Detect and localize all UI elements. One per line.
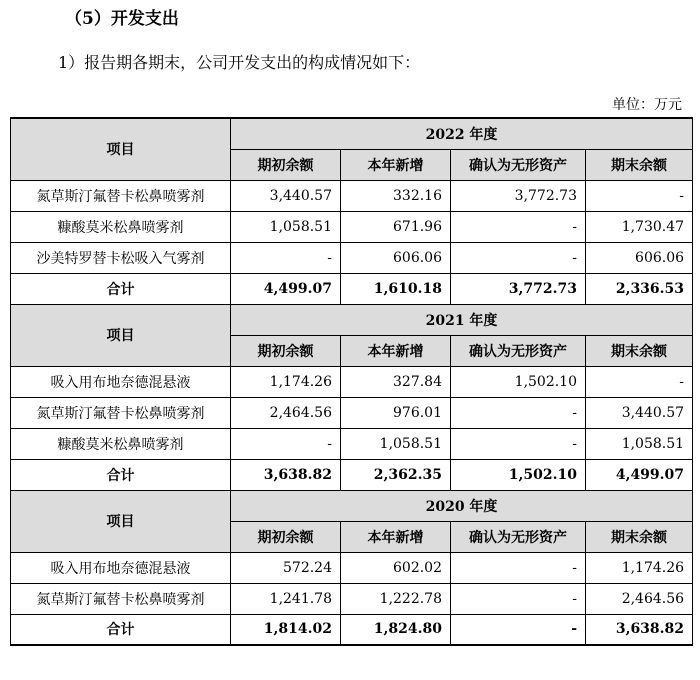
column-header-cell: 期末余额 [586, 521, 693, 552]
value-cell: 327.84 [341, 366, 451, 397]
unit-label: 单位：万元 [612, 97, 682, 113]
year-header-row [11, 490, 693, 521]
total-row [11, 459, 693, 490]
value-cell: - [451, 397, 586, 428]
product-name-cell: 氮草斯汀氟替卡松鼻喷雾剂 [11, 397, 231, 428]
value-cell: 3,440.57 [586, 397, 693, 428]
product-name-cell: 氮草斯汀氟替卡松鼻喷雾剂 [11, 583, 231, 614]
value-cell: 1,730.47 [586, 211, 693, 242]
total-value-cell: 2,362.35 [341, 459, 451, 490]
value-cell: - [586, 366, 693, 397]
value-cell: 1,241.78 [231, 583, 341, 614]
value-cell: 606.06 [341, 242, 451, 273]
column-header-cell: 期末余额 [586, 335, 693, 366]
table-body [11, 118, 693, 645]
total-value-cell: 3,638.82 [586, 614, 693, 645]
column-header-cell: 本年新增 [341, 521, 451, 552]
value-cell: 1,174.26 [586, 552, 693, 583]
value-cell: - [451, 242, 586, 273]
value-cell: 3,772.73 [451, 180, 586, 211]
value-cell: 1,058.51 [586, 428, 693, 459]
value-cell: - [586, 180, 693, 211]
value-cell: 976.01 [341, 397, 451, 428]
table-row [11, 583, 693, 614]
value-cell: 602.02 [341, 552, 451, 583]
column-header-cell: 期初余额 [231, 521, 341, 552]
total-value-cell: 1,824.80 [341, 614, 451, 645]
value-cell: 332.16 [341, 180, 451, 211]
column-header-cell: 本年新增 [341, 335, 451, 366]
total-value-cell: 1,502.10 [451, 459, 586, 490]
value-cell: 1,174.26 [231, 366, 341, 397]
year-title-cell: 2020 年度 [231, 490, 693, 521]
total-value-cell: - [451, 614, 586, 645]
column-header-cell: 期末余额 [586, 149, 693, 180]
column-header-cell: 期初余额 [231, 149, 341, 180]
total-label-cell: 合计 [11, 273, 231, 304]
intro-text: 1）报告期各期末，公司开发支出的构成情况如下： [58, 53, 421, 72]
product-name-cell: 吸入用布地奈德混悬液 [11, 552, 231, 583]
total-label-cell: 合计 [11, 614, 231, 645]
value-cell: 2,464.56 [586, 583, 693, 614]
table-row [11, 428, 693, 459]
total-row [11, 614, 693, 645]
value-cell: 1,222.78 [341, 583, 451, 614]
year-header-row [11, 304, 693, 335]
value-cell: - [451, 552, 586, 583]
total-value-cell: 3,772.73 [451, 273, 586, 304]
product-name-cell: 吸入用布地奈德混悬液 [11, 366, 231, 397]
value-cell: - [451, 428, 586, 459]
value-cell: 572.24 [231, 552, 341, 583]
value-cell: - [451, 583, 586, 614]
value-cell: - [231, 428, 341, 459]
table-row [11, 366, 693, 397]
total-value-cell: 2,336.53 [586, 273, 693, 304]
column-header-cell: 确认为无形资产 [451, 335, 586, 366]
value-cell: 1,058.51 [231, 211, 341, 242]
year-title-cell: 2022 年度 [231, 118, 693, 149]
product-name-cell: 糠酸莫米松鼻喷雾剂 [11, 211, 231, 242]
item-header-cell: 项目 [11, 490, 231, 552]
product-name-cell: 氮草斯汀氟替卡松鼻喷雾剂 [11, 180, 231, 211]
year-title-cell: 2021 年度 [231, 304, 693, 335]
table-row [11, 211, 693, 242]
column-header-cell: 确认为无形资产 [451, 149, 586, 180]
table-row [11, 180, 693, 211]
value-cell: 671.96 [341, 211, 451, 242]
value-cell: - [231, 242, 341, 273]
value-cell: - [451, 211, 586, 242]
column-header-cell: 确认为无形资产 [451, 521, 586, 552]
total-value-cell: 3,638.82 [231, 459, 341, 490]
table-row [11, 552, 693, 583]
total-value-cell: 1,814.02 [231, 614, 341, 645]
table-row [11, 397, 693, 428]
value-cell: 2,464.56 [231, 397, 341, 428]
value-cell: 3,440.57 [231, 180, 341, 211]
product-name-cell: 糠酸莫米松鼻喷雾剂 [11, 428, 231, 459]
total-row [11, 273, 693, 304]
value-cell: 1,058.51 [341, 428, 451, 459]
item-header-cell: 项目 [11, 304, 231, 366]
item-header-cell: 项目 [11, 118, 231, 180]
development-expenditure-table [10, 117, 693, 646]
total-value-cell: 4,499.07 [231, 273, 341, 304]
total-label-cell: 合计 [11, 459, 231, 490]
year-header-row [11, 118, 693, 149]
table-row [11, 242, 693, 273]
total-value-cell: 1,610.18 [341, 273, 451, 304]
value-cell: 606.06 [586, 242, 693, 273]
column-header-cell: 期初余额 [231, 335, 341, 366]
total-value-cell: 4,499.07 [586, 459, 693, 490]
product-name-cell: 沙美特罗替卡松吸入气雾剂 [11, 242, 231, 273]
value-cell: 1,502.10 [451, 366, 586, 397]
column-header-cell: 本年新增 [341, 149, 451, 180]
section-title: （5）开发支出 [65, 9, 179, 29]
